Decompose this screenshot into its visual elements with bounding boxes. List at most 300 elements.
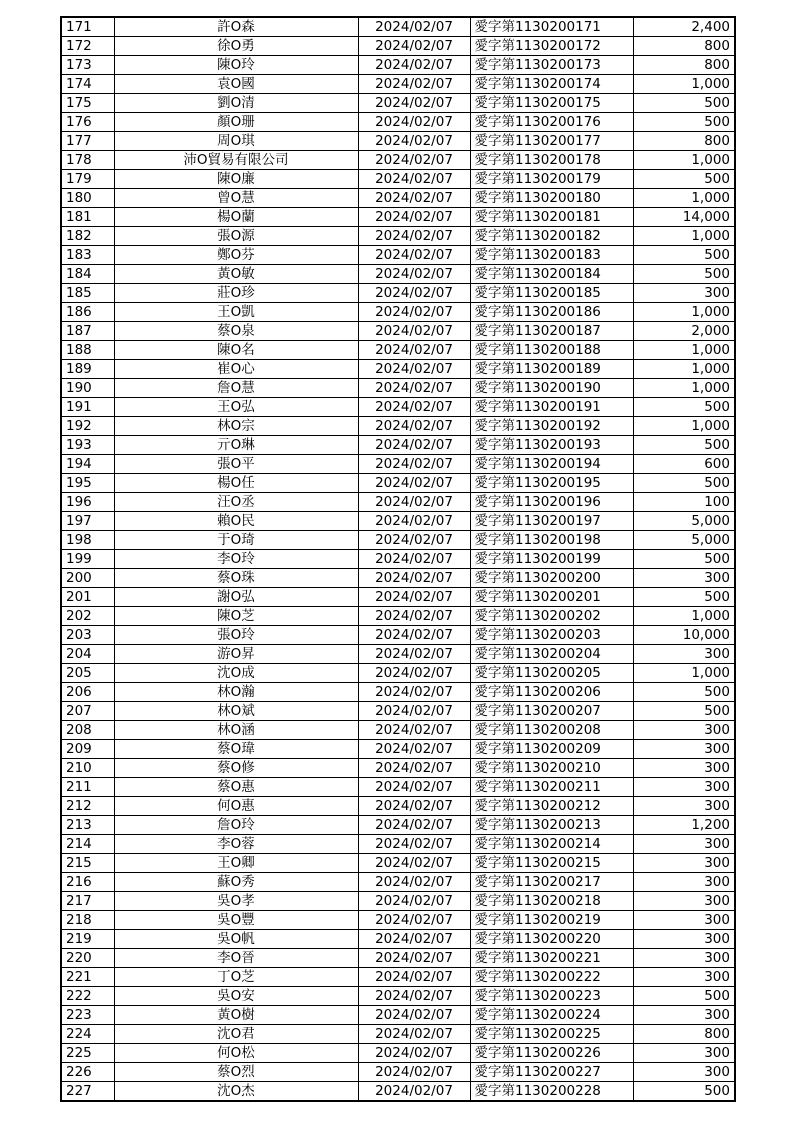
table-row — [61, 170, 735, 189]
donor-name: 吳O孝 — [114, 892, 358, 911]
donor-name: 顏O珊 — [114, 113, 358, 132]
donation-amount: 300 — [633, 1063, 735, 1082]
receipt-number: 愛字第1130200203 — [470, 626, 633, 645]
table-row — [61, 75, 735, 94]
ledger-body — [61, 17, 735, 1101]
receipt-number: 愛字第1130200185 — [470, 284, 633, 303]
receipt-number: 愛字第1130200209 — [470, 740, 633, 759]
donation-date: 2024/02/07 — [358, 873, 470, 892]
table-row — [61, 531, 735, 550]
donor-name: 張O平 — [114, 455, 358, 474]
donation-date: 2024/02/07 — [358, 778, 470, 797]
donation-date: 2024/02/07 — [358, 493, 470, 512]
row-number: 175 — [61, 94, 114, 113]
donor-name: 謝O弘 — [114, 588, 358, 607]
receipt-number: 愛字第1130200222 — [470, 968, 633, 987]
donation-date: 2024/02/07 — [358, 322, 470, 341]
row-number: 225 — [61, 1044, 114, 1063]
table-row — [61, 873, 735, 892]
receipt-number: 愛字第1130200211 — [470, 778, 633, 797]
donation-date: 2024/02/07 — [358, 436, 470, 455]
receipt-number: 愛字第1130200194 — [470, 455, 633, 474]
donation-date: 2024/02/07 — [358, 702, 470, 721]
donation-date: 2024/02/07 — [358, 303, 470, 322]
donor-name: 張O玲 — [114, 626, 358, 645]
donation-date: 2024/02/07 — [358, 911, 470, 930]
donation-date: 2024/02/07 — [358, 816, 470, 835]
receipt-number: 愛字第1130200192 — [470, 417, 633, 436]
row-number: 193 — [61, 436, 114, 455]
donor-name: 蔡O惠 — [114, 778, 358, 797]
donation-ledger-table — [60, 16, 736, 1102]
receipt-number: 愛字第1130200177 — [470, 132, 633, 151]
donation-amount: 2,400 — [633, 17, 735, 37]
receipt-number: 愛字第1130200188 — [470, 341, 633, 360]
table-row — [61, 702, 735, 721]
donation-date: 2024/02/07 — [358, 968, 470, 987]
donation-date: 2024/02/07 — [358, 1044, 470, 1063]
table-row — [61, 132, 735, 151]
row-number: 205 — [61, 664, 114, 683]
receipt-number: 愛字第1130200221 — [470, 949, 633, 968]
donor-name: 何O惠 — [114, 797, 358, 816]
row-number: 186 — [61, 303, 114, 322]
table-row — [61, 759, 735, 778]
donation-date: 2024/02/07 — [358, 113, 470, 132]
donation-date: 2024/02/07 — [358, 930, 470, 949]
donation-date: 2024/02/07 — [358, 132, 470, 151]
donation-amount: 500 — [633, 94, 735, 113]
donation-amount: 500 — [633, 1082, 735, 1102]
donor-name: 黃O敏 — [114, 265, 358, 284]
donation-date: 2024/02/07 — [358, 227, 470, 246]
receipt-number: 愛字第1130200202 — [470, 607, 633, 626]
donation-amount: 300 — [633, 740, 735, 759]
receipt-number: 愛字第1130200171 — [470, 17, 633, 37]
table-row — [61, 284, 735, 303]
donor-name: 于O琦 — [114, 531, 358, 550]
row-number: 172 — [61, 37, 114, 56]
receipt-number: 愛字第1130200173 — [470, 56, 633, 75]
row-number: 189 — [61, 360, 114, 379]
donation-amount: 1,000 — [633, 75, 735, 94]
table-row — [61, 607, 735, 626]
row-number: 224 — [61, 1025, 114, 1044]
receipt-number: 愛字第1130200195 — [470, 474, 633, 493]
donation-amount: 300 — [633, 1044, 735, 1063]
donation-date: 2024/02/07 — [358, 512, 470, 531]
row-number: 199 — [61, 550, 114, 569]
row-number: 227 — [61, 1082, 114, 1102]
donation-amount: 1,000 — [633, 151, 735, 170]
donor-name: 袁O國 — [114, 75, 358, 94]
donor-name: 李O玲 — [114, 550, 358, 569]
table-row — [61, 835, 735, 854]
donor-name: 黃O樹 — [114, 1006, 358, 1025]
row-number: 177 — [61, 132, 114, 151]
receipt-number: 愛字第1130200204 — [470, 645, 633, 664]
donor-name: 王O弘 — [114, 398, 358, 417]
donation-date: 2024/02/07 — [358, 455, 470, 474]
receipt-number: 愛字第1130200172 — [470, 37, 633, 56]
table-row — [61, 322, 735, 341]
row-number: 176 — [61, 113, 114, 132]
row-number: 185 — [61, 284, 114, 303]
receipt-number: 愛字第1130200214 — [470, 835, 633, 854]
donor-name: 許O森 — [114, 17, 358, 37]
donation-date: 2024/02/07 — [358, 626, 470, 645]
donor-name: 王O凱 — [114, 303, 358, 322]
donation-date: 2024/02/07 — [358, 56, 470, 75]
donation-amount: 300 — [633, 873, 735, 892]
donor-name: 詹O慧 — [114, 379, 358, 398]
donor-name: 莊O珍 — [114, 284, 358, 303]
donation-amount: 300 — [633, 930, 735, 949]
donor-name: 吳O豐 — [114, 911, 358, 930]
donor-name: 周O琪 — [114, 132, 358, 151]
table-row — [61, 740, 735, 759]
row-number: 190 — [61, 379, 114, 398]
donor-name: 沛O貿易有限公司 — [114, 151, 358, 170]
donor-name: 曾O慧 — [114, 189, 358, 208]
table-row — [61, 417, 735, 436]
donation-date: 2024/02/07 — [358, 645, 470, 664]
receipt-number: 愛字第1130200207 — [470, 702, 633, 721]
table-row — [61, 1006, 735, 1025]
donor-name: 游O昇 — [114, 645, 358, 664]
row-number: 208 — [61, 721, 114, 740]
donation-amount: 600 — [633, 455, 735, 474]
table-row — [61, 94, 735, 113]
donation-amount: 300 — [633, 892, 735, 911]
donor-name: 蔡O珠 — [114, 569, 358, 588]
donation-amount: 500 — [633, 683, 735, 702]
receipt-number: 愛字第1130200193 — [470, 436, 633, 455]
table-row — [61, 303, 735, 322]
receipt-number: 愛字第1130200200 — [470, 569, 633, 588]
donation-date: 2024/02/07 — [358, 987, 470, 1006]
donor-name: 李O晉 — [114, 949, 358, 968]
donation-amount: 300 — [633, 854, 735, 873]
row-number: 209 — [61, 740, 114, 759]
donor-name: 何O松 — [114, 1044, 358, 1063]
donation-amount: 1,000 — [633, 664, 735, 683]
row-number: 180 — [61, 189, 114, 208]
donor-name: 蘇O秀 — [114, 873, 358, 892]
donation-date: 2024/02/07 — [358, 360, 470, 379]
table-row — [61, 911, 735, 930]
row-number: 196 — [61, 493, 114, 512]
donation-amount: 300 — [633, 759, 735, 778]
table-row — [61, 512, 735, 531]
table-row — [61, 588, 735, 607]
donation-amount: 1,200 — [633, 816, 735, 835]
row-number: 187 — [61, 322, 114, 341]
row-number: 219 — [61, 930, 114, 949]
receipt-number: 愛字第1130200178 — [470, 151, 633, 170]
table-row — [61, 892, 735, 911]
donation-amount: 500 — [633, 436, 735, 455]
donor-name: 張O源 — [114, 227, 358, 246]
donation-amount: 10,000 — [633, 626, 735, 645]
table-row — [61, 189, 735, 208]
donor-name: 陳O玲 — [114, 56, 358, 75]
row-number: 220 — [61, 949, 114, 968]
donation-date: 2024/02/07 — [358, 664, 470, 683]
donation-date: 2024/02/07 — [358, 683, 470, 702]
donor-name: 鄭O芬 — [114, 246, 358, 265]
table-row — [61, 1082, 735, 1102]
donation-amount: 1,000 — [633, 303, 735, 322]
table-row — [61, 360, 735, 379]
donation-date: 2024/02/07 — [358, 949, 470, 968]
row-number: 213 — [61, 816, 114, 835]
table-row — [61, 987, 735, 1006]
donation-amount: 1,000 — [633, 607, 735, 626]
donation-date: 2024/02/07 — [358, 189, 470, 208]
row-number: 215 — [61, 854, 114, 873]
table-row — [61, 797, 735, 816]
donation-date: 2024/02/07 — [358, 835, 470, 854]
donation-date: 2024/02/07 — [358, 75, 470, 94]
receipt-number: 愛字第1130200179 — [470, 170, 633, 189]
table-row — [61, 474, 735, 493]
donation-amount: 300 — [633, 778, 735, 797]
donation-date: 2024/02/07 — [358, 759, 470, 778]
table-row — [61, 1063, 735, 1082]
row-number: 181 — [61, 208, 114, 227]
row-number: 198 — [61, 531, 114, 550]
donation-date: 2024/02/07 — [358, 854, 470, 873]
donation-amount: 5,000 — [633, 531, 735, 550]
donation-date: 2024/02/07 — [358, 721, 470, 740]
table-row — [61, 227, 735, 246]
donor-name: 汪O丞 — [114, 493, 358, 512]
donation-amount: 500 — [633, 246, 735, 265]
receipt-number: 愛字第1130200217 — [470, 873, 633, 892]
receipt-number: 愛字第1130200198 — [470, 531, 633, 550]
donation-amount: 1,000 — [633, 360, 735, 379]
receipt-number: 愛字第1130200176 — [470, 113, 633, 132]
table-row — [61, 816, 735, 835]
donation-amount: 500 — [633, 588, 735, 607]
donation-amount: 500 — [633, 113, 735, 132]
receipt-number: 愛字第1130200183 — [470, 246, 633, 265]
donation-date: 2024/02/07 — [358, 1063, 470, 1082]
receipt-number: 愛字第1130200180 — [470, 189, 633, 208]
table-row — [61, 398, 735, 417]
donation-date: 2024/02/07 — [358, 94, 470, 113]
row-number: 210 — [61, 759, 114, 778]
receipt-number: 愛字第1130200175 — [470, 94, 633, 113]
table-row — [61, 17, 735, 37]
receipt-number: 愛字第1130200199 — [470, 550, 633, 569]
row-number: 214 — [61, 835, 114, 854]
table-row — [61, 683, 735, 702]
receipt-number: 愛字第1130200205 — [470, 664, 633, 683]
receipt-number: 愛字第1130200201 — [470, 588, 633, 607]
donor-name: 沈O成 — [114, 664, 358, 683]
table-row — [61, 569, 735, 588]
row-number: 222 — [61, 987, 114, 1006]
row-number: 182 — [61, 227, 114, 246]
donation-date: 2024/02/07 — [358, 1082, 470, 1102]
table-row — [61, 341, 735, 360]
donation-date: 2024/02/07 — [358, 417, 470, 436]
donation-date: 2024/02/07 — [358, 379, 470, 398]
donation-date: 2024/02/07 — [358, 246, 470, 265]
receipt-number: 愛字第1130200181 — [470, 208, 633, 227]
donation-amount: 800 — [633, 132, 735, 151]
receipt-number: 愛字第1130200182 — [470, 227, 633, 246]
donor-name: 徐O勇 — [114, 37, 358, 56]
donor-name: 賴O民 — [114, 512, 358, 531]
donor-name: 陳O廉 — [114, 170, 358, 189]
donation-amount: 500 — [633, 550, 735, 569]
row-number: 183 — [61, 246, 114, 265]
row-number: 173 — [61, 56, 114, 75]
table-row — [61, 56, 735, 75]
donation-amount: 300 — [633, 797, 735, 816]
row-number: 203 — [61, 626, 114, 645]
donation-amount: 500 — [633, 987, 735, 1006]
row-number: 221 — [61, 968, 114, 987]
donation-date: 2024/02/07 — [358, 341, 470, 360]
table-row — [61, 246, 735, 265]
table-row — [61, 113, 735, 132]
row-number: 217 — [61, 892, 114, 911]
donation-amount: 300 — [633, 911, 735, 930]
receipt-number: 愛字第1130200210 — [470, 759, 633, 778]
row-number: 204 — [61, 645, 114, 664]
receipt-number: 愛字第1130200225 — [470, 1025, 633, 1044]
table-row — [61, 550, 735, 569]
donation-date: 2024/02/07 — [358, 208, 470, 227]
row-number: 171 — [61, 17, 114, 37]
donation-date: 2024/02/07 — [358, 892, 470, 911]
table-row — [61, 455, 735, 474]
receipt-number: 愛字第1130200208 — [470, 721, 633, 740]
table-row — [61, 645, 735, 664]
receipt-number: 愛字第1130200227 — [470, 1063, 633, 1082]
donor-name: 王O卿 — [114, 854, 358, 873]
table-row — [61, 37, 735, 56]
donation-amount: 14,000 — [633, 208, 735, 227]
row-number: 195 — [61, 474, 114, 493]
receipt-number: 愛字第1130200228 — [470, 1082, 633, 1102]
table-row — [61, 265, 735, 284]
donation-amount: 100 — [633, 493, 735, 512]
donation-date: 2024/02/07 — [358, 588, 470, 607]
receipt-number: 愛字第1130200223 — [470, 987, 633, 1006]
row-number: 202 — [61, 607, 114, 626]
table-row — [61, 493, 735, 512]
row-number: 207 — [61, 702, 114, 721]
donor-name: 蔡O修 — [114, 759, 358, 778]
table-row — [61, 1044, 735, 1063]
receipt-number: 愛字第1130200213 — [470, 816, 633, 835]
receipt-number: 愛字第1130200184 — [470, 265, 633, 284]
row-number: 184 — [61, 265, 114, 284]
donation-amount: 300 — [633, 721, 735, 740]
donation-date: 2024/02/07 — [358, 797, 470, 816]
donation-date: 2024/02/07 — [358, 170, 470, 189]
donation-amount: 500 — [633, 265, 735, 284]
donation-amount: 500 — [633, 398, 735, 417]
donor-name: 沈O君 — [114, 1025, 358, 1044]
donor-name: 楊O蘭 — [114, 208, 358, 227]
donor-name: 吳O安 — [114, 987, 358, 1006]
donation-date: 2024/02/07 — [358, 151, 470, 170]
donor-name: 亓O琳 — [114, 436, 358, 455]
donor-name: 劉O清 — [114, 94, 358, 113]
row-number: 188 — [61, 341, 114, 360]
donation-date: 2024/02/07 — [358, 607, 470, 626]
table-row — [61, 968, 735, 987]
donor-name: 林O宗 — [114, 417, 358, 436]
donation-amount: 300 — [633, 949, 735, 968]
receipt-number: 愛字第1130200191 — [470, 398, 633, 417]
row-number: 218 — [61, 911, 114, 930]
donation-date: 2024/02/07 — [358, 1006, 470, 1025]
donation-amount: 500 — [633, 170, 735, 189]
donor-name: 吳O帆 — [114, 930, 358, 949]
donation-amount: 1,000 — [633, 189, 735, 208]
row-number: 174 — [61, 75, 114, 94]
row-number: 197 — [61, 512, 114, 531]
donation-amount: 300 — [633, 569, 735, 588]
table-row — [61, 379, 735, 398]
donation-amount: 500 — [633, 702, 735, 721]
donor-name: 林O斌 — [114, 702, 358, 721]
receipt-number: 愛字第1130200190 — [470, 379, 633, 398]
donation-amount: 1,000 — [633, 417, 735, 436]
table-row — [61, 1025, 735, 1044]
receipt-number: 愛字第1130200220 — [470, 930, 633, 949]
donation-date: 2024/02/07 — [358, 37, 470, 56]
row-number: 194 — [61, 455, 114, 474]
donation-date: 2024/02/07 — [358, 1025, 470, 1044]
row-number: 201 — [61, 588, 114, 607]
donation-date: 2024/02/07 — [358, 740, 470, 759]
receipt-number: 愛字第1130200196 — [470, 493, 633, 512]
table-row — [61, 151, 735, 170]
receipt-number: 愛字第1130200189 — [470, 360, 633, 379]
row-number: 226 — [61, 1063, 114, 1082]
receipt-number: 愛字第1130200226 — [470, 1044, 633, 1063]
donation-amount: 5,000 — [633, 512, 735, 531]
table-row — [61, 854, 735, 873]
row-number: 211 — [61, 778, 114, 797]
table-row — [61, 721, 735, 740]
donation-date: 2024/02/07 — [358, 265, 470, 284]
row-number: 200 — [61, 569, 114, 588]
donation-amount: 800 — [633, 56, 735, 75]
table-row — [61, 436, 735, 455]
donor-name: 蔡O泉 — [114, 322, 358, 341]
donor-name: 丁O芝 — [114, 968, 358, 987]
donation-date: 2024/02/07 — [358, 531, 470, 550]
table-row — [61, 626, 735, 645]
receipt-number: 愛字第1130200212 — [470, 797, 633, 816]
table-row — [61, 930, 735, 949]
table-row — [61, 949, 735, 968]
row-number: 178 — [61, 151, 114, 170]
receipt-number: 愛字第1130200218 — [470, 892, 633, 911]
table-row — [61, 664, 735, 683]
donation-date: 2024/02/07 — [358, 550, 470, 569]
donor-name: 李O蓉 — [114, 835, 358, 854]
